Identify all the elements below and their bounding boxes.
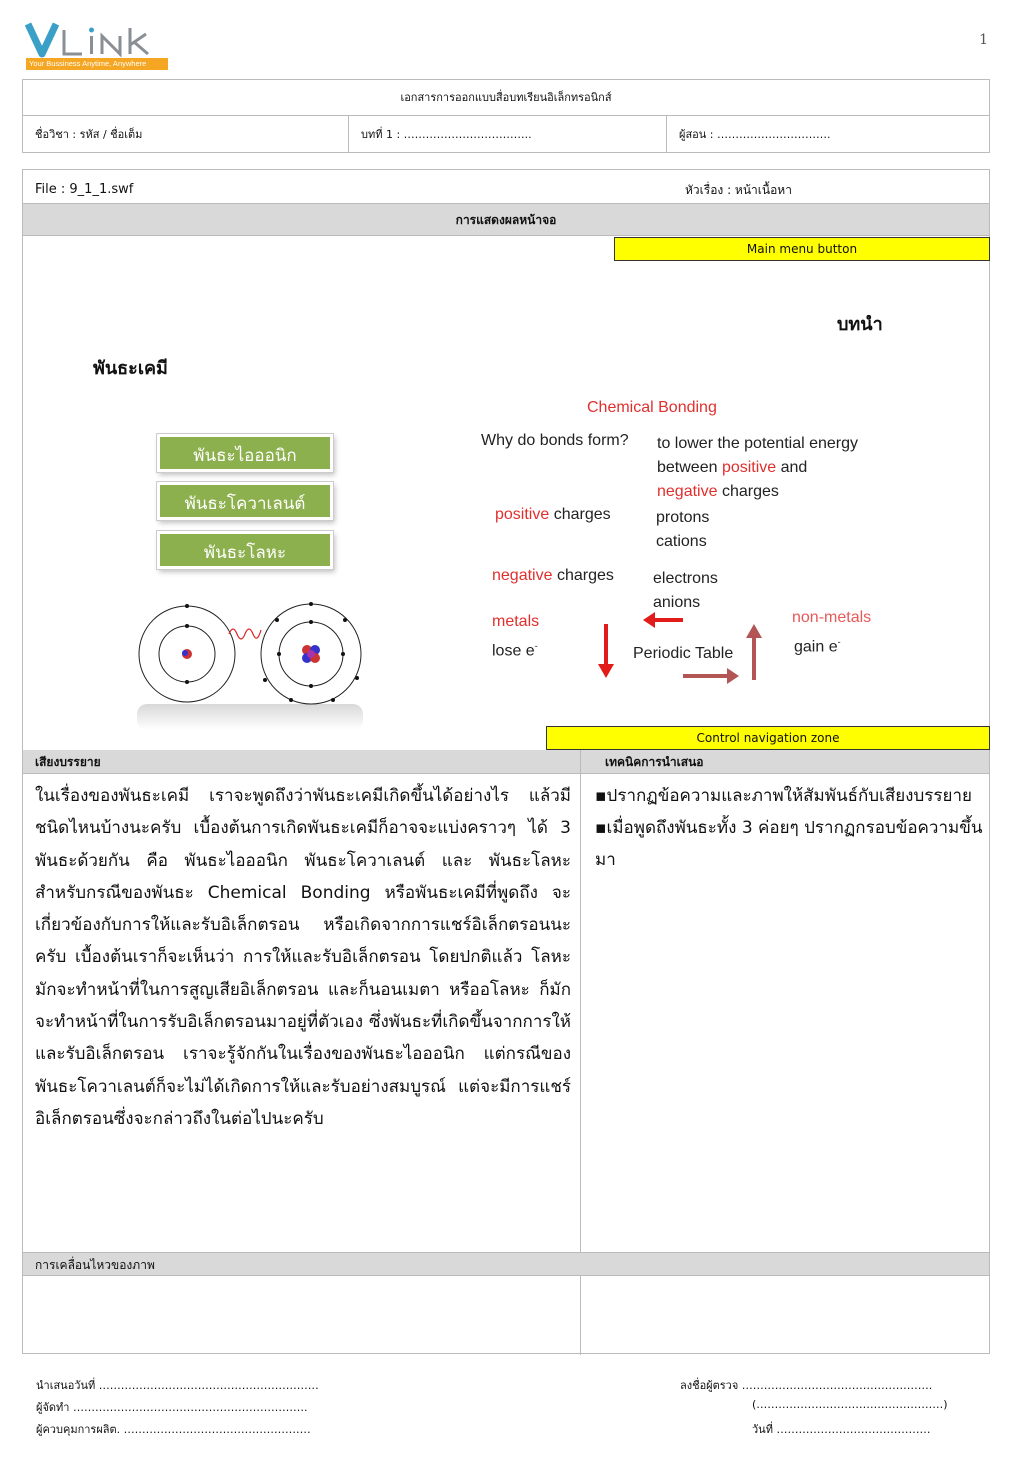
checker-signature-field: ลงชื่อผู้ตรวจ …………………………………………….	[680, 1379, 933, 1392]
chemical-bonding-title: Chemical Bonding	[587, 399, 717, 416]
technique-heading: เทคนิคการนำเสนอ	[605, 755, 704, 769]
image-motion-heading: การเคลื่อนไหวของภาพ	[23, 1252, 989, 1276]
file-row	[23, 170, 989, 204]
negative-charges-label: negative charges	[492, 567, 614, 584]
periodic-trend-arrows	[583, 606, 783, 686]
course-field: ชื่อวิชา : รหัส / ชื่อเต็ม	[23, 116, 349, 153]
document-title: เอกสารการออกแบบสื่อบทเรียนอิเล็กทรอนิกส์	[23, 80, 989, 116]
technique-item: ▪ปรากฏข้อความและภาพให้สัมพันธ์กับเสียงบรรยาย	[595, 786, 973, 806]
file-label: File : 9_1_1.swf	[35, 182, 134, 197]
main-menu-button-zone[interactable]: Main menu button	[614, 237, 990, 261]
chemical-bond-title: พันธะเคมี	[93, 358, 168, 379]
logo-tagline: Your Bussiness Anytime, Anywhere	[29, 59, 147, 68]
screen-display-heading: การแสดงผลหน้าจอ	[23, 204, 989, 236]
periodic-table-label: Periodic Table	[633, 645, 734, 662]
ionic-bond-button[interactable]: พันธะไอออนิก	[157, 434, 333, 472]
metallic-bond-button[interactable]: พันธะโลหะ	[157, 531, 333, 569]
positive-charges-examples: protons cations	[656, 509, 710, 550]
page-number: 1	[979, 32, 988, 48]
intro-title: บทนำ	[837, 314, 883, 335]
storyboard-table	[22, 169, 990, 1354]
metals-label: metals lose e-	[492, 613, 540, 660]
vlink-logo	[24, 18, 174, 76]
covalent-bond-button[interactable]: พันธะโควาเลนต์	[157, 482, 333, 520]
checker-name-field: (……………………………………………)	[752, 1398, 948, 1411]
technique-list	[595, 780, 987, 876]
narration-heading: เสียงบรรยาย	[23, 750, 989, 774]
non-metals-label: non-metals gain e-	[792, 609, 872, 656]
supervisor-field: ผู้ควบคุมการผลิต. ……………………………………………	[36, 1423, 311, 1436]
topic-label: หัวเรื่อง : หน้าเนื้อหา	[685, 183, 792, 197]
instructor-field: ผู้สอน : ………………………….	[679, 128, 831, 141]
positive-charges-label: positive charges	[495, 506, 611, 523]
technique-item: ▪เมื่อพูดถึงพันธะทั้ง 3 ค่อยๆ ปรากฏกรอบข้อความขึ้นมา	[595, 818, 983, 870]
why-bonds-form-answer: to lower the potential energy between positive and negative charges	[657, 435, 859, 500]
presented-date-field: นำเสนอวันที่ ……………………………………………………	[36, 1379, 319, 1392]
control-navigation-zone[interactable]: Control navigation zone	[546, 726, 990, 750]
document-info-table	[22, 79, 990, 153]
producer-field: ผู้จัดทำ ……………………………………………………….	[36, 1401, 308, 1414]
chapter-field: บทที่ 1 : ……………………………..	[349, 116, 667, 153]
negative-charges-examples: electrons anions	[653, 570, 718, 611]
check-date-field: วันที่ ……………………………………	[752, 1423, 931, 1436]
atom-diagram-image	[131, 600, 371, 732]
why-bonds-form-question: Why do bonds form?	[481, 432, 629, 449]
narration-text: ในเรื่องของพันธะเคมี เราจะพูดถึงว่าพันธะเคมีเกิดขึ้นได้อย่างไร แล้วมีชนิดไหนบ้างนะครับ เบื้องต้นการเกิดพันธะเคมีก็อาจจะแบ่งคราวๆ ได้ 3 พันธะด้วยกัน คือ พันธะไอออนิก พันธะโควาเลนต์ และ พันธะโลหะ สำหรับกรณีของพันธะ Chemical Bonding หรือพันธะเคมีที่พูดถึง จะเกี่ยวข้องกับการให้และรับอิเล็กตรอน หรือเกิดจากการแชร์อิเล็กตรอนนะครับ เบื้องต้นเราก็จะเห็นว่า การให้และรับอิเล็กตรอน โดยปกติแล้ว โลหะมักจะทำหน้าที่ในการสูญเสียอิเล็กตรอน และก็นอนเมตา หรืออโลหะ ก็มักจะทำหน้าที่ในการรับอิเล็กตรอนมาอยู่ที่ตัวเอง ซึ่งพันธะที่เกิดขึ้นจากการให้และรับอิเล็กตรอน เราจะรู้จักกันในเรื่องของพันธะไอออนิก แต่กรณีของพันธะโควาเลนต์ก็จะไม่ได้เกิดการให้และรับอย่างสมบูรณ์ แต่จะมีการแชร์อิเล็กตรอนซึ่งจะกล่าวถึงในต่อไปนะครับ	[35, 786, 571, 1129]
